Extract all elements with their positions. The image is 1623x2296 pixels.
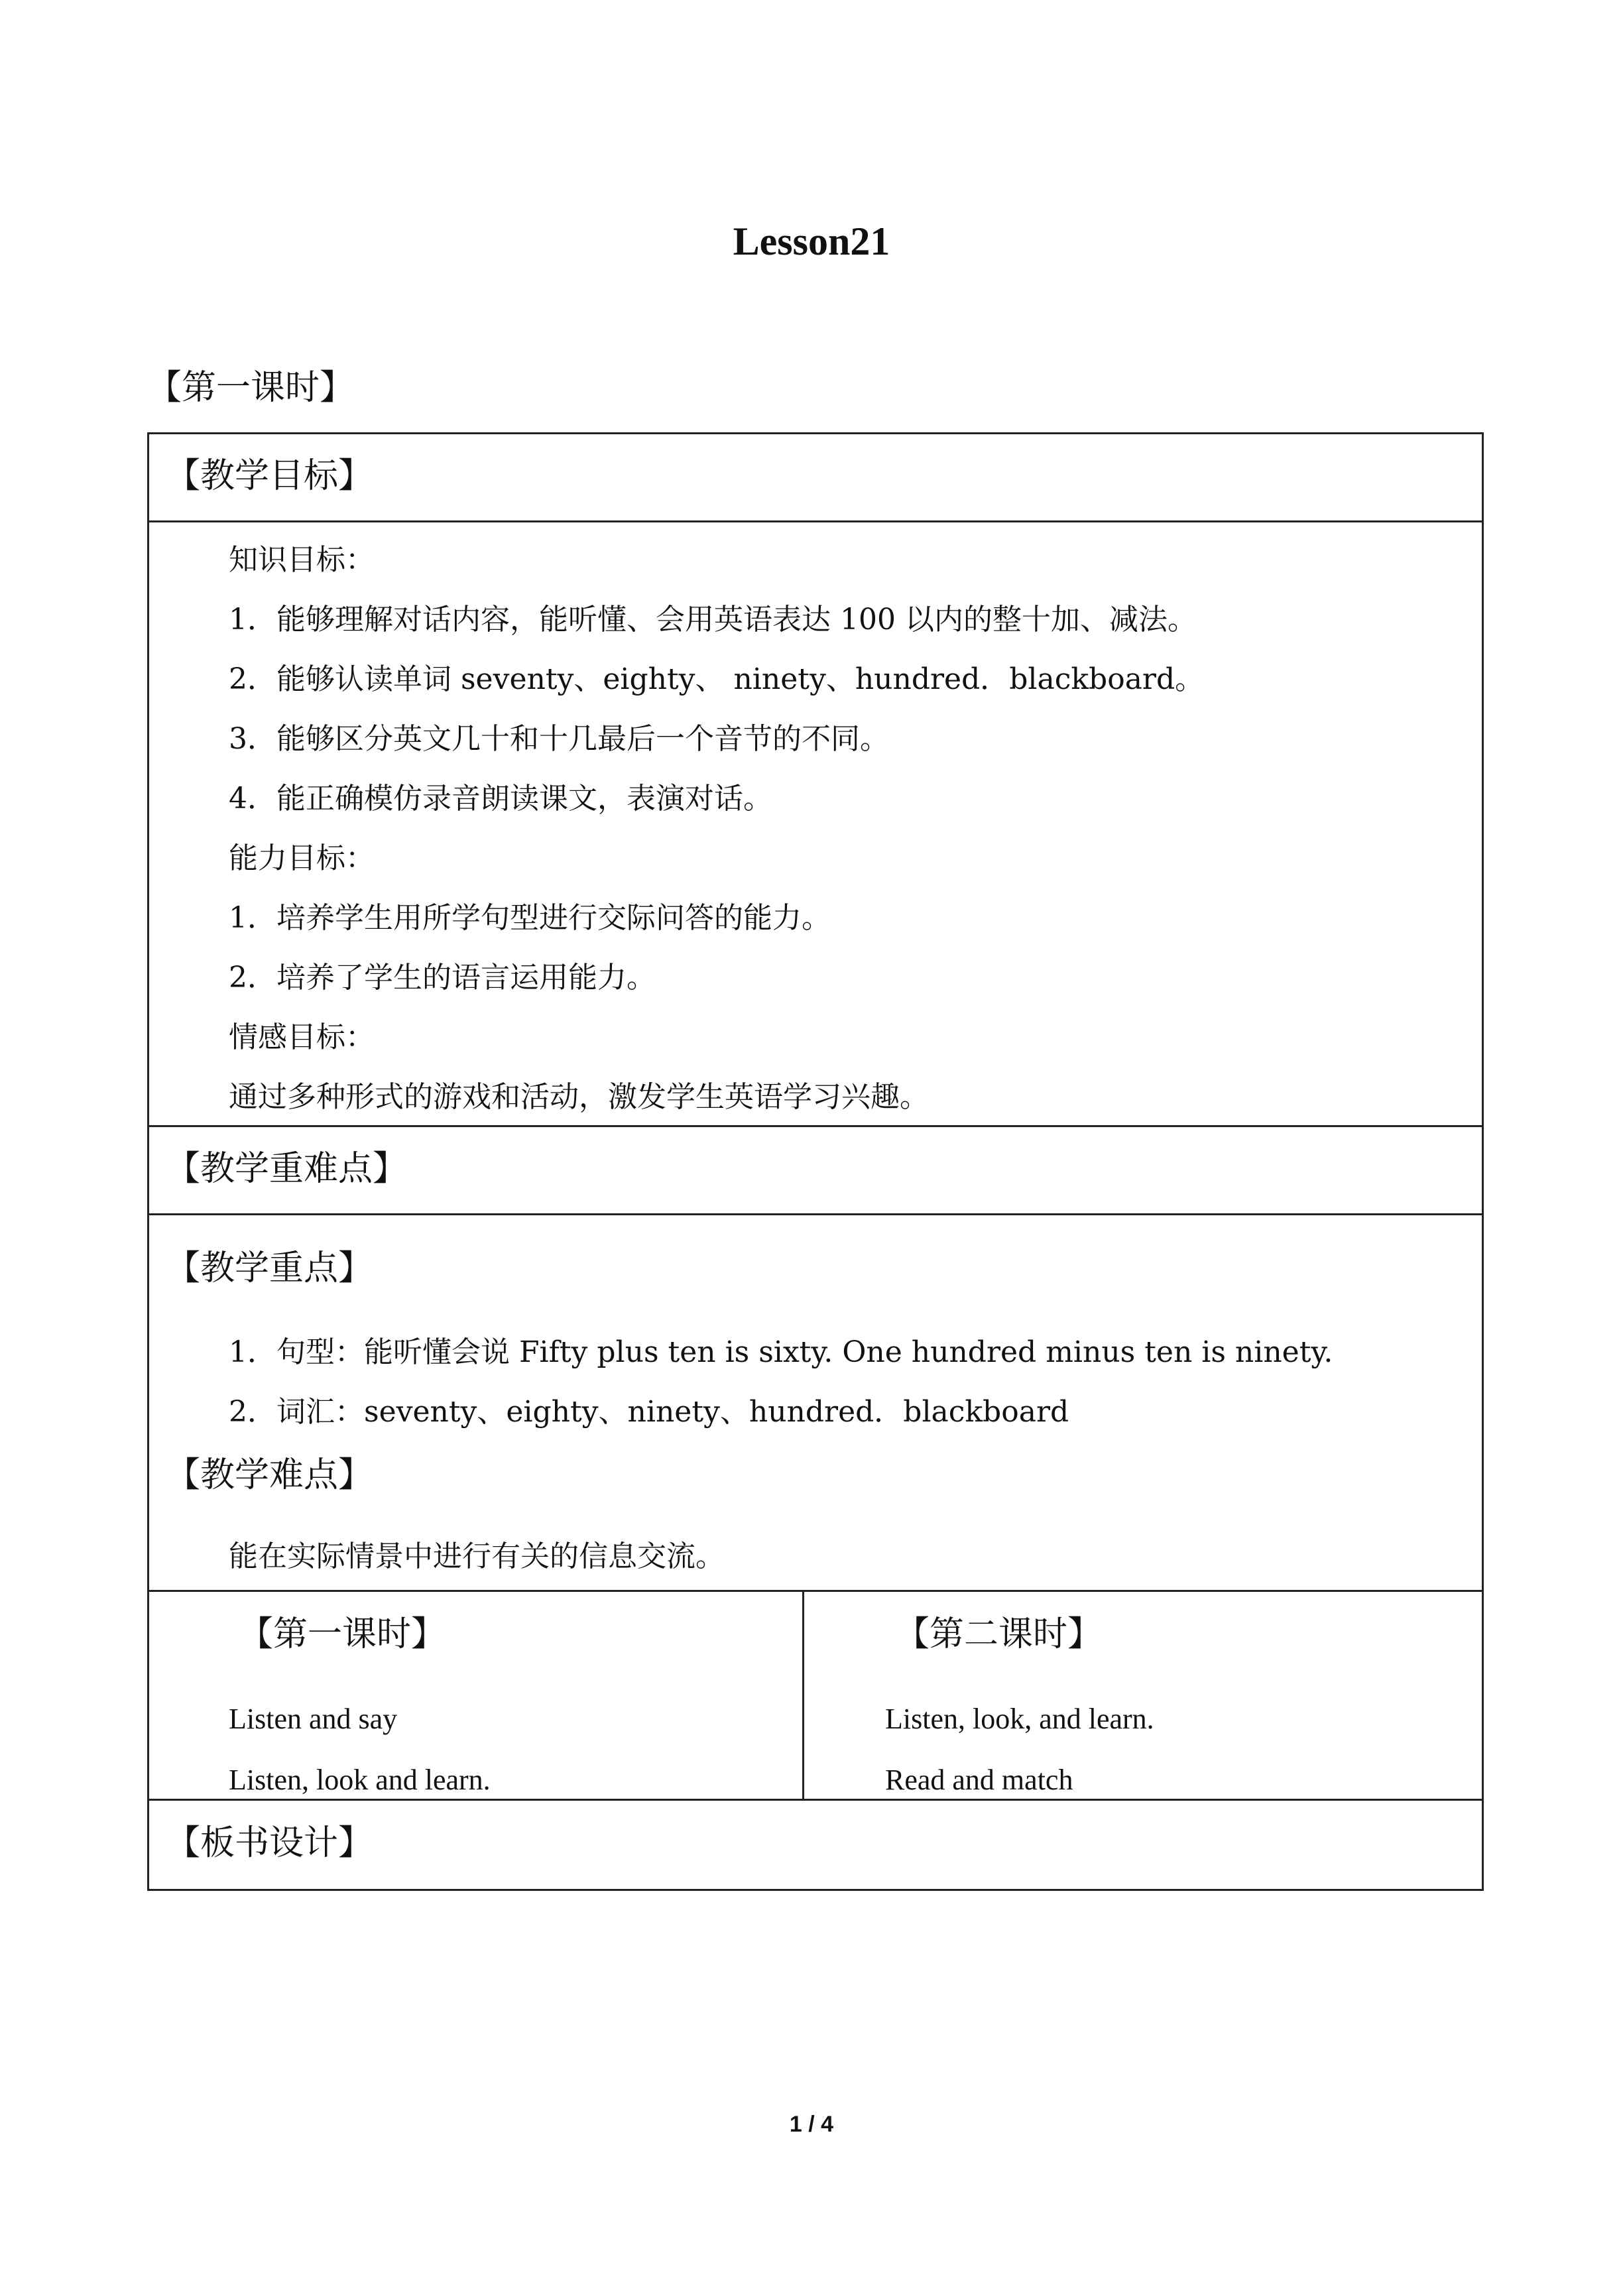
difficult-points-heading: 【教学难点】 xyxy=(166,1455,373,1495)
objective-line: 通过多种形式的游戏和活动，激发学生英语学习兴趣。 xyxy=(229,1080,929,1114)
key-difficult-heading: 【教学重难点】 xyxy=(166,1149,408,1189)
objective-line: 2．能够认读单词 seventy、eighty、 ninety、hundred．blackboard。 xyxy=(229,662,1205,696)
period-two-line: Read and match xyxy=(885,1764,1073,1796)
objectives-heading: 【教学目标】 xyxy=(166,456,373,496)
period-one-line: Listen, look and learn. xyxy=(229,1764,491,1796)
objective-line: 知识目标： xyxy=(229,543,375,577)
key-points-heading: 【教学重点】 xyxy=(166,1248,373,1288)
key-point-line: 2．词汇：seventy、eighty、ninety、hundred．blackboard xyxy=(229,1395,1069,1429)
table-rule-keydiff-body xyxy=(147,1213,1484,1215)
objective-line: 4．能正确模仿录音朗读课文，表演对话。 xyxy=(229,782,772,816)
session-label: 【第一课时】 xyxy=(147,368,355,408)
period-one-heading: 【第一课时】 xyxy=(239,1614,446,1654)
document-title: Lesson21 xyxy=(733,219,890,263)
key-point-line: 1．句型：能听懂会说 Fifty plus ten is sixty. One hundred minus ten is ninety. xyxy=(229,1335,1333,1369)
page-number: 1 / 4 xyxy=(789,2112,834,2137)
objective-line: 2．培养了学生的语言运用能力。 xyxy=(229,961,656,995)
period-two-line: Listen, look, and learn. xyxy=(885,1703,1154,1735)
table-rule-top xyxy=(147,432,1484,434)
objective-line: 1．能够理解对话内容，能听懂、会用英语表达 100 以内的整十加、减法。 xyxy=(229,603,1197,636)
period-one-line: Listen and say xyxy=(229,1703,398,1735)
objective-line: 能力目标： xyxy=(229,841,375,875)
board-design-heading: 【板书设计】 xyxy=(166,1823,373,1863)
period-two-heading: 【第二课时】 xyxy=(895,1614,1103,1654)
objective-line: 1．培养学生用所学句型进行交际问答的能力。 xyxy=(229,901,831,935)
table-rule-objectives xyxy=(147,520,1484,522)
objective-line: 3．能够区分英文几十和十几最后一个音节的不同。 xyxy=(229,722,889,756)
objective-line: 情感目标： xyxy=(229,1020,375,1054)
difficult-point-line: 能在实际情景中进行有关的信息交流。 xyxy=(229,1540,725,1573)
periods-divider xyxy=(802,1590,804,1799)
table-rule-bottom xyxy=(147,1889,1484,1891)
table-rule-periods xyxy=(147,1590,1484,1592)
table-rule-keydiff xyxy=(147,1125,1484,1127)
